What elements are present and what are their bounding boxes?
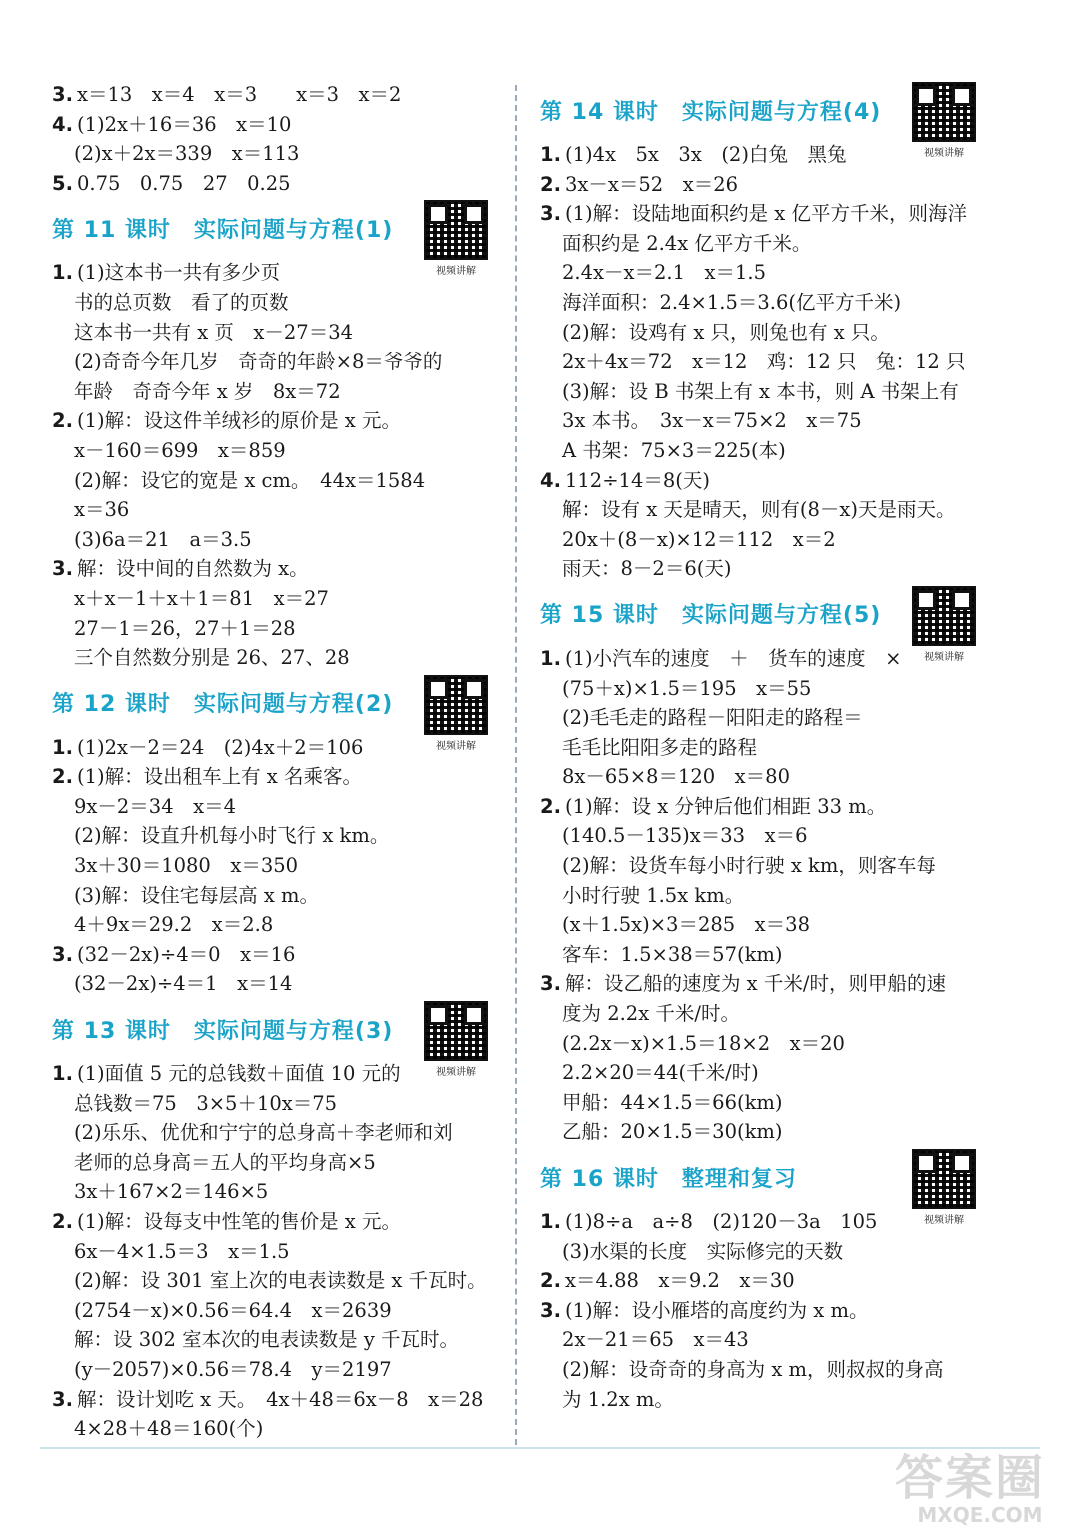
answer-text: 解：设中间的自然数为 x。: [76, 557, 309, 581]
answer-line: [540, 1266, 1010, 1296]
answer-text: 甲船：44×1.5＝66(km): [562, 1090, 783, 1114]
answer-line: [540, 170, 1010, 200]
answer-text: 总钱数＝75 3×5＋10x＝75: [74, 1091, 338, 1115]
answer-text: (1)4x 5x 3x (2)白兔 黑兔: [564, 143, 847, 166]
answer-line: [52, 1414, 507, 1444]
question-number: 2.: [540, 172, 561, 196]
question-number: 1.: [52, 735, 73, 759]
answer-text: 2.2×20＝44(千米/时): [562, 1061, 759, 1085]
answer-text: (140.5－135)x＝33 x＝6: [562, 824, 808, 848]
answer-text: 毛毛比阳阳多走的路程: [562, 735, 758, 759]
answer-text: (2)解：设奇奇的身高为 x m，则叔叔的身高: [562, 1357, 944, 1381]
answer-text: 老师的总身高＝五人的平均身高×5: [74, 1150, 376, 1174]
qr-code-image: [912, 586, 976, 646]
section-title: 第 16 课时 整理和复习: [540, 1166, 797, 1192]
question-number: 1.: [540, 646, 561, 670]
answer-text: 雨天：8－2＝6(天): [562, 557, 732, 581]
answer-text: (2)奇奇今年几岁 奇奇的年龄×8＝爷爷的: [74, 350, 443, 374]
answer-line: [540, 910, 1010, 940]
answer-line: [52, 910, 507, 940]
watermark-logo: [895, 1452, 1065, 1532]
answer-line: [540, 1385, 1010, 1415]
answer-text: (32－2x)÷4＝0 x＝16: [76, 942, 296, 966]
answer-text: 112÷14＝8(天): [564, 468, 710, 492]
answer-line: [540, 940, 1010, 970]
answer-line: [540, 1117, 1010, 1147]
answer-text: (1)面值 5 元的总钱数＋面值 10 元的: [76, 1062, 401, 1086]
answer-line: [52, 1177, 507, 1207]
answer-line: [52, 169, 507, 199]
answer-line: [540, 733, 1010, 763]
answer-text: (2)解：设货车每小时行驶 x km，则客车每: [562, 854, 936, 878]
answer-line: [540, 703, 1010, 733]
answer-line: [52, 1266, 507, 1296]
answer-line: [52, 377, 507, 407]
answer-line: [540, 199, 1010, 229]
answer-text: 2x＋4x＝72 x＝12 鸡：12 只 兔：12 只: [562, 350, 966, 374]
answer-line: [52, 288, 507, 318]
answer-line: [540, 999, 1010, 1029]
answer-line: [52, 1355, 507, 1385]
answer-line: [540, 1296, 1010, 1326]
answer-text: 书的总页数 看了的页数: [74, 290, 289, 314]
answer-line: [540, 1088, 1010, 1118]
answer-text: 海洋面积：2.4×1.5＝3.6(亿平方千米): [562, 290, 902, 314]
answer-text: (2)x＋2x＝339 x＝113: [74, 142, 300, 166]
answer-text: (y－2057)×0.56＝78.4 y＝2197: [74, 1357, 392, 1381]
section-title: 第 15 课时 实际问题与方程(5): [540, 603, 882, 629]
answer-line: [52, 110, 507, 140]
answer-line: [52, 347, 507, 377]
answer-text: (32－2x)÷4＝1 x＝14: [74, 972, 293, 996]
answer-line: [52, 1118, 507, 1148]
qr-caption: 视频讲解: [436, 740, 476, 752]
answer-text: 2.4x－x＝2.1 x＝1.5: [562, 261, 767, 285]
qr-caption: 视频讲解: [924, 1215, 964, 1226]
answer-text: 3x－x＝52 x＝26: [564, 172, 739, 196]
answer-text: (3)水渠的长度 实际修完的天数: [562, 1239, 844, 1263]
qr-code-image: [912, 82, 976, 142]
answer-text: 解：设有 x 天是晴天，则有(8－x)天是雨天。: [562, 498, 956, 522]
answer-text: (1)解：设每支中性笔的售价是 x 元。: [76, 1210, 402, 1233]
answer-line: [52, 940, 507, 970]
question-number: 5.: [52, 171, 73, 195]
answer-text: (1)2x－2＝24 (2)4x＋2＝106: [76, 735, 364, 759]
answer-text: A 书架：75×3＝225(本): [562, 438, 786, 462]
answer-text: (2.2x－x)×1.5＝18×2 x＝20: [562, 1031, 845, 1055]
answer-line: [540, 1237, 1010, 1267]
answer-line: [540, 851, 1010, 881]
question-number: 3.: [52, 1387, 73, 1411]
answer-text: 0.75 0.75 27 0.25: [76, 171, 291, 195]
left-column: [52, 80, 507, 1444]
answer-text: 解：设乙船的速度为 x 千米/时，则甲船的速: [564, 972, 946, 996]
answer-line: [52, 792, 507, 822]
qr-code-icon[interactable]: [424, 200, 488, 277]
answer-line: [540, 258, 1010, 288]
answer-line: [540, 347, 1010, 377]
answer-line: [52, 1325, 507, 1355]
question-number: 3.: [52, 942, 73, 966]
answer-line: [540, 466, 1010, 496]
answer-text: (2754－x)×0.56＝64.4 x＝2639: [74, 1298, 392, 1322]
answer-text: (1)2x＋16＝36 x＝10: [76, 112, 292, 136]
answer-line: [52, 614, 507, 644]
question-number: 1.: [52, 261, 73, 285]
answer-text: x＝36: [74, 498, 130, 522]
answer-line: [540, 229, 1010, 259]
answer-line: [52, 584, 507, 614]
answer-line: [52, 821, 507, 851]
question-number: 3.: [52, 557, 73, 581]
answer-text: x＋x－1＋x＋1＝81 x＝27: [74, 586, 329, 610]
answer-text: 小时行驶 1.5x km。: [562, 883, 745, 907]
answer-line: [540, 881, 1010, 911]
answer-line: [540, 318, 1010, 348]
question-number: 1.: [540, 143, 561, 166]
answer-text: (1)8÷a a÷8 (2)120－3a 105: [564, 1210, 878, 1233]
answer-text: 6x－4×1.5＝3 x＝1.5: [74, 1239, 290, 1263]
answer-line: [540, 495, 1010, 525]
answer-line: [540, 288, 1010, 318]
answer-text: (2)乐乐、优优和宁宁的总身高＋李老师和刘: [74, 1121, 453, 1145]
answer-line: [52, 466, 507, 496]
answer-text: 9x－2＝34 x＝4: [74, 794, 237, 818]
answer-line: [52, 406, 507, 436]
answer-line: [52, 525, 507, 555]
answer-text: (1)解：设出租车上有 x 名乘客。: [76, 765, 363, 789]
answer-text: 解：设计划吃 x 天。 4x＋48＝6x－8 x＝28: [76, 1387, 484, 1411]
answer-text: (3)6a＝21 a＝3.5: [74, 527, 252, 551]
watermark-url: MXQE.COM: [917, 1503, 1043, 1527]
answer-line: [52, 139, 507, 169]
answer-text: 27－1＝26，27＋1＝28: [74, 616, 296, 640]
answer-text: (x＋1.5x)×3＝285 x＝38: [562, 913, 810, 937]
question-number: 2.: [52, 1210, 73, 1233]
answer-text: 3x＋30＝1080 x＝350: [74, 854, 299, 878]
question-number: 3.: [540, 1298, 561, 1322]
answer-text: (75＋x)×1.5＝195 x＝55: [562, 676, 812, 700]
answer-line: [52, 1148, 507, 1178]
answer-line: [540, 554, 1010, 584]
answer-text: (2)解：设直升机每小时飞行 x km。: [74, 824, 390, 848]
answer-text: (2)解：设 301 室上次的电表读数是 x 千瓦时。: [74, 1269, 487, 1293]
watermark-text: 答案圈: [895, 1450, 1046, 1506]
answer-text: (3)解：设住宅每层高 x m。: [74, 883, 320, 907]
answer-text: 8x－65×8＝120 x＝80: [562, 765, 790, 789]
answer-text: 4×28＋48＝160(个): [74, 1417, 264, 1441]
answer-line: [52, 762, 507, 792]
answer-text: 三个自然数分别是 26、27、28: [74, 646, 350, 670]
answer-line: [540, 1355, 1010, 1385]
answer-line: [540, 406, 1010, 436]
answer-line: [52, 1089, 507, 1119]
answer-text: (2)毛毛走的路程－阳阳走的路程＝: [562, 706, 863, 730]
answer-line: [540, 1325, 1010, 1355]
answer-text: 2x－21＝65 x＝43: [562, 1328, 749, 1352]
answer-line: [540, 525, 1010, 555]
question-number: 1.: [52, 1062, 73, 1086]
answer-text: (3)解：设 B 书架上有 x 本书，则 A 书架上有: [562, 379, 959, 403]
qr-code-image: [424, 675, 488, 735]
qr-caption: 视频讲解: [436, 1067, 476, 1079]
answer-line: [540, 436, 1010, 466]
answer-line: [52, 436, 507, 466]
section-title: 第 14 课时 实际问题与方程(4): [540, 99, 882, 125]
answer-text: x＝13 x＝4 x＝3 x＝3 x＝2: [76, 83, 402, 106]
answer-text: x＝4.88 x＝9.2 x＝30: [564, 1269, 795, 1293]
answer-text: (2)解：设它的宽是 x cm。 44x＝1584: [74, 468, 426, 492]
answer-line: [52, 881, 507, 911]
answer-text: 4＋9x＝29.2 x＝2.8: [74, 913, 274, 937]
answer-line: [540, 792, 1010, 822]
answer-text: x－160＝699 x＝859: [74, 438, 286, 462]
answer-line: [52, 318, 507, 348]
question-number: 4.: [52, 112, 73, 136]
question-number: 4.: [540, 468, 561, 492]
answer-line: [540, 674, 1010, 704]
answer-text: 度为 2.2x 千米/时。: [562, 1002, 740, 1026]
qr-caption: 视频讲解: [924, 148, 964, 159]
question-number: 2.: [540, 794, 561, 818]
column-divider: [515, 85, 517, 1445]
section-title: 第 12 课时 实际问题与方程(2): [52, 692, 394, 718]
question-number: 3.: [52, 83, 73, 106]
qr-caption: 视频讲解: [924, 651, 964, 663]
answer-line: [52, 851, 507, 881]
answer-line: [52, 1385, 507, 1415]
answer-text: 为 1.2x m。: [562, 1387, 674, 1411]
answer-text: 客车：1.5×38＝57(km): [562, 942, 783, 966]
answer-line: [52, 495, 507, 525]
qr-code-icon[interactable]: [424, 675, 488, 752]
right-column: [540, 80, 1010, 1414]
answer-line: [52, 1207, 507, 1237]
question-number: 2.: [52, 765, 73, 789]
answer-text: 20x＋(8－x)×12＝112 x＝2: [562, 527, 836, 551]
answer-text: (1)解：设这件羊绒衫的原价是 x 元。: [76, 409, 402, 433]
question-number: 3.: [540, 202, 561, 226]
answer-line: [52, 554, 507, 584]
answer-text: (1)解：设陆地面积约是 x 亿平方千米，则海洋: [564, 202, 968, 226]
qr-code-icon[interactable]: [912, 82, 976, 159]
question-number: 1.: [540, 1210, 561, 1233]
answer-line: [540, 762, 1010, 792]
answer-line: [540, 1058, 1010, 1088]
answer-text: 乙船：20×1.5＝30(km): [562, 1120, 783, 1144]
answer-line: [540, 969, 1010, 999]
qr-code-image: [424, 1001, 488, 1061]
answer-text: (1)解：设 x 分钟后他们相距 33 m。: [564, 794, 887, 818]
answer-line: [540, 1029, 1010, 1059]
answer-line: [540, 821, 1010, 851]
answer-text: 3x＋167×2＝146×5: [74, 1180, 269, 1204]
answer-text: 3x 本书。 3x－x＝75×2 x＝75: [562, 409, 862, 433]
answer-text: 面积约是 2.4x 亿平方千米。: [562, 231, 812, 255]
answer-text: (2)解：设鸡有 x 只，则兔也有 x 只。: [562, 320, 890, 344]
answer-text: (1)小汽车的速度 ＋ 货车的速度 ×: [564, 646, 902, 670]
answer-line: [52, 1237, 507, 1267]
answer-text: 这本书一共有 x 页 x－27＝34: [74, 320, 354, 344]
question-number: 2.: [52, 409, 73, 433]
answer-line: [52, 643, 507, 673]
qr-caption: 视频讲解: [436, 266, 476, 278]
answer-text: (1)解：设小雁塔的高度约为 x m。: [564, 1298, 869, 1322]
answer-text: 年龄 奇奇今年 x 岁 8x＝72: [74, 379, 341, 403]
answer-line: [52, 80, 507, 110]
bottom-rule: [40, 1447, 1040, 1449]
qr-code-image: [424, 200, 488, 260]
qr-code-image: [912, 1149, 976, 1209]
qr-code-icon[interactable]: [424, 1001, 488, 1078]
question-number: 3.: [540, 972, 561, 996]
answer-line: [540, 377, 1010, 407]
answer-line: [52, 1296, 507, 1326]
section-title: 第 11 课时 实际问题与方程(1): [52, 217, 394, 243]
answer-line: [52, 969, 507, 999]
qr-code-icon[interactable]: [912, 586, 976, 663]
question-number: 2.: [540, 1269, 561, 1293]
qr-code-icon[interactable]: [912, 1149, 976, 1226]
answer-text: (1)这本书一共有多少页: [76, 261, 281, 285]
section-title: 第 13 课时 实际问题与方程(3): [52, 1018, 394, 1044]
answer-text: 解：设 302 室本次的电表读数是 y 千瓦时。: [74, 1328, 460, 1352]
